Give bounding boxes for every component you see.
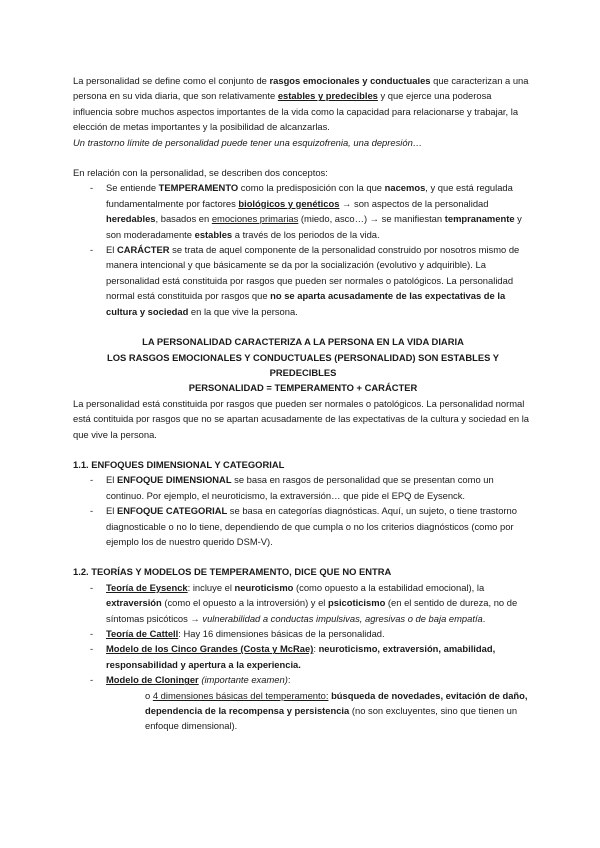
enfoques-list xyxy=(73,472,533,549)
section-heading-enfoques: 1.1. ENFOQUES DIMENSIONAL Y CATEGORIAL xyxy=(73,458,285,470)
statement: LOS RASGOS EMOCIONALES Y CONDUCTUALES (PERSONALIDAD) SON ESTABLES Y PREDECIBLES xyxy=(106,351,500,378)
section-heading-teorias: 1.2. TEORÍAS Y MODELOS DE TEMPERAMENTO, DICE QUE NO ENTRA xyxy=(73,566,392,578)
text: y que ejerce una poderosa influencia sobre muchos aspectos importantes de la vida como la capacidad para relacionarse y trabajar, la elección de metas importantes y la posibilidad de alcanzarlas. xyxy=(73,90,519,133)
document-page xyxy=(73,73,533,734)
concepts-intro: En relación con la personalidad, se describen dos conceptos: xyxy=(73,167,328,179)
statement: LA PERSONALIDAD CARACTERIZA A LA PERSONA EN LA VIDA DIARIA xyxy=(142,336,464,348)
statement: PERSONALIDAD = TEMPERAMENTO + CARÁCTER xyxy=(188,382,418,394)
concepts-list xyxy=(73,180,533,319)
teorias-list xyxy=(73,580,533,688)
text: La personalidad se define como el conjunto de xyxy=(73,75,270,86)
list-item-temperamento: - Se entiende TEMPERAMENTO como la predisposición con la que nacemos, y que está regulada fundamentalmente por factores biológicos y genéticos → son aspectos de la personalidad heredables, basados en emociones primarias (miedo, asco…) → se manifiestan tempranamente y son moderadamente estables a través de los periodos de la vida. xyxy=(73,180,533,242)
list-item-categorial: - El ENFOQUE CATEGORIAL se basa en categorías diagnósticas. Aquí, un sujeto, o tiene trastorno diagnosticable o no lo tiene, dependiendo de que cumpla o no los criterios diagnósticos (como por ejemplo los de nuestro querido DSM-V). xyxy=(73,503,533,549)
summary-paragraph: La personalidad está constituida por rasgos que pueden ser normales o patológicos. La personalidad normal está contituida por rasgos que no se apartan acusadamente de las expectativas de la cultura y sociedad en la que vive la persona. xyxy=(73,397,530,440)
cloninger-subitem: o 4 dimensiones básicas del temperamento: búsqueda de novedades, evitación de daño, dependencia de la recompensa y persistencia (no son excluyentes, sino que tienen un enfoque dimensional). xyxy=(145,689,528,732)
intro-paragraph xyxy=(73,73,533,135)
bold-underline-text: estables y predecibles xyxy=(277,90,378,102)
list-item-cattell: - Teoría de Cattell: Hay 16 dimensiones básicas de la personalidad. xyxy=(73,626,533,641)
list-item-cloninger: - Modelo de Cloninger (importante examen): xyxy=(73,672,533,687)
intro-italic-note: Un trastorno límite de personalidad puede tener una esquizofrenia, una depresión… xyxy=(73,136,423,148)
list-item-dimensional: - El ENFOQUE DIMENSIONAL se basa en rasgos de personalidad que se presentan como un continuo. Por ejemplo, el neuroticismo, la extraversión… que pide el EPQ de Eysenck. xyxy=(73,472,533,503)
bold-text: rasgos emocionales y conductuales xyxy=(269,75,431,86)
list-item-eysenck: - Teoría de Eysenck: incluye el neuroticismo (como opuesto a la estabilidad emocional), la extraversión (como el opuesto a la introversión) y el psicoticismo (en el sentido de dureza, no de síntomas psicóticos → vulnerabilidad a conductas impulsivas, agresivas o de baja empatía. xyxy=(73,580,533,626)
sub-bullet: o xyxy=(145,689,151,701)
list-item-cinco-grandes: - Modelo de los Cinco Grandes (Costa y McRae): neuroticismo, extraversión, amabilidad, responsabilidad y apertura a la experiencia. xyxy=(73,641,533,672)
key-statements xyxy=(73,334,533,396)
text: que caracterizan a una persona en su vida diaria, que son relativamente xyxy=(73,75,529,102)
list-item-caracter: - El CARÁCTER se trata de aquel componente de la personalidad construido por nosotros mismo de manera intencional y que básicamente se da por la socialización (evolutivo y adquirible). La personalidad está constituida por rasgos que pueden ser normales o patológicos. La personalidad normal está constituida por rasgos que no se aparta acusadamente de las expectativas de la cultura y sociedad en la que vive la persona. xyxy=(73,242,533,319)
